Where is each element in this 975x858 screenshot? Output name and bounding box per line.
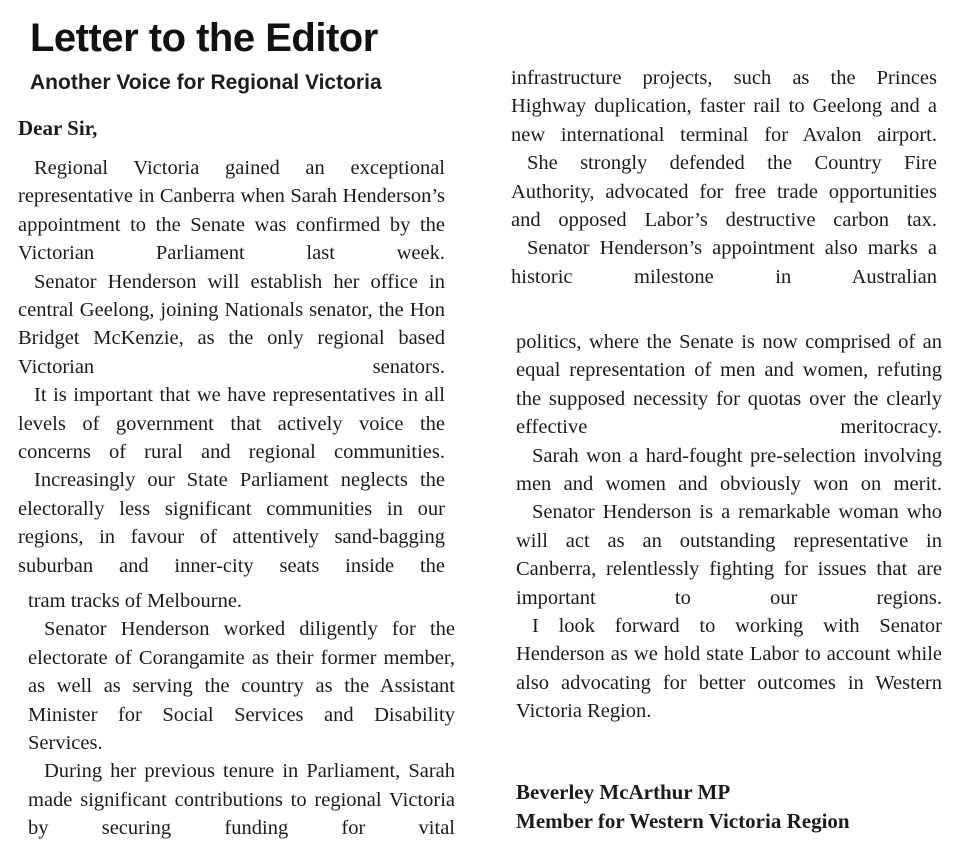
paragraph-former-member: Senator Henderson worked diligently for the electorate of Corangamite as their former member, as well as serving the country as the Assistant Minister for Social Services and Disability Services. bbox=[28, 618, 455, 755]
paragraph-representation: It is important that we have representatives in all levels of government that actively voice the concerns of rural and regional communities. bbox=[18, 384, 445, 464]
salutation: Dear Sir, bbox=[18, 116, 98, 140]
signature-block bbox=[516, 778, 850, 836]
letter-subheadline: Another Voice for Regional Victoria bbox=[30, 71, 382, 94]
paragraph-cfa: She strongly defended the Country Fire Authority, advocated for free trade opportunities and opposed Labor’s destructive carbon tax. bbox=[511, 152, 937, 232]
column-right-lower bbox=[516, 328, 942, 726]
paragraph-look-forward: I look forward to working with Senator Henderson as we hold state Labor to account while also advocating for better outcomes in Western Victoria Region. bbox=[516, 615, 942, 723]
paragraph-milestone-continued: politics, where the Senate is now comprised of an equal representation of men and women, refuting the supposed necessity for quotas over the clearly effective meritocracy. bbox=[516, 331, 942, 439]
paragraph-milestone: Senator Henderson’s appointment also marks a historic milestone in Australian bbox=[511, 237, 937, 288]
column-right-upper bbox=[511, 64, 937, 291]
paragraph-neglect: Increasingly our State Parliament neglects the electorally less significant communities in our regions, in favour of attentively sand-bagging suburban and inner-city seats inside the bbox=[18, 469, 445, 577]
paragraph-neglect-continued: tram tracks of Melbourne. bbox=[28, 590, 243, 612]
column-left-lower bbox=[28, 587, 455, 843]
signature-name: Beverley McArthur MP bbox=[516, 780, 731, 804]
paragraph-previous-tenure: During her previous tenure in Parliament, Sarah made significant contributions to regional Victoria by securing funding for vital bbox=[28, 760, 455, 840]
paragraph-remarkable-woman: Senator Henderson is a remarkable woman who will act as an outstanding representative in Canberra, relentlessly fighting for issues that are important to our regions. bbox=[516, 501, 942, 609]
letter-headline: Letter to the Editor bbox=[30, 16, 378, 60]
signature-role: Member for Western Victoria Region bbox=[516, 809, 850, 833]
column-left-upper bbox=[18, 154, 445, 580]
paragraph-appointment: Regional Victoria gained an exceptional representative in Canberra when Sarah Henderson’s appointment to the Senate was confirmed by the Victorian Parliament last week. bbox=[18, 157, 445, 265]
paragraph-office: Senator Henderson will establish her office in central Geelong, joining Nationals senator, the Hon Bridget McKenzie, as the only regional based Victorian senators. bbox=[18, 270, 445, 378]
paragraph-previous-tenure-continued: infrastructure projects, such as the Princes Highway duplication, faster rail to Geelong and a new international terminal for Avalon airport. bbox=[511, 67, 937, 146]
paragraph-preselection: Sarah won a hard-fought pre-selection involving men and women and obviously won on merit. bbox=[516, 444, 942, 496]
